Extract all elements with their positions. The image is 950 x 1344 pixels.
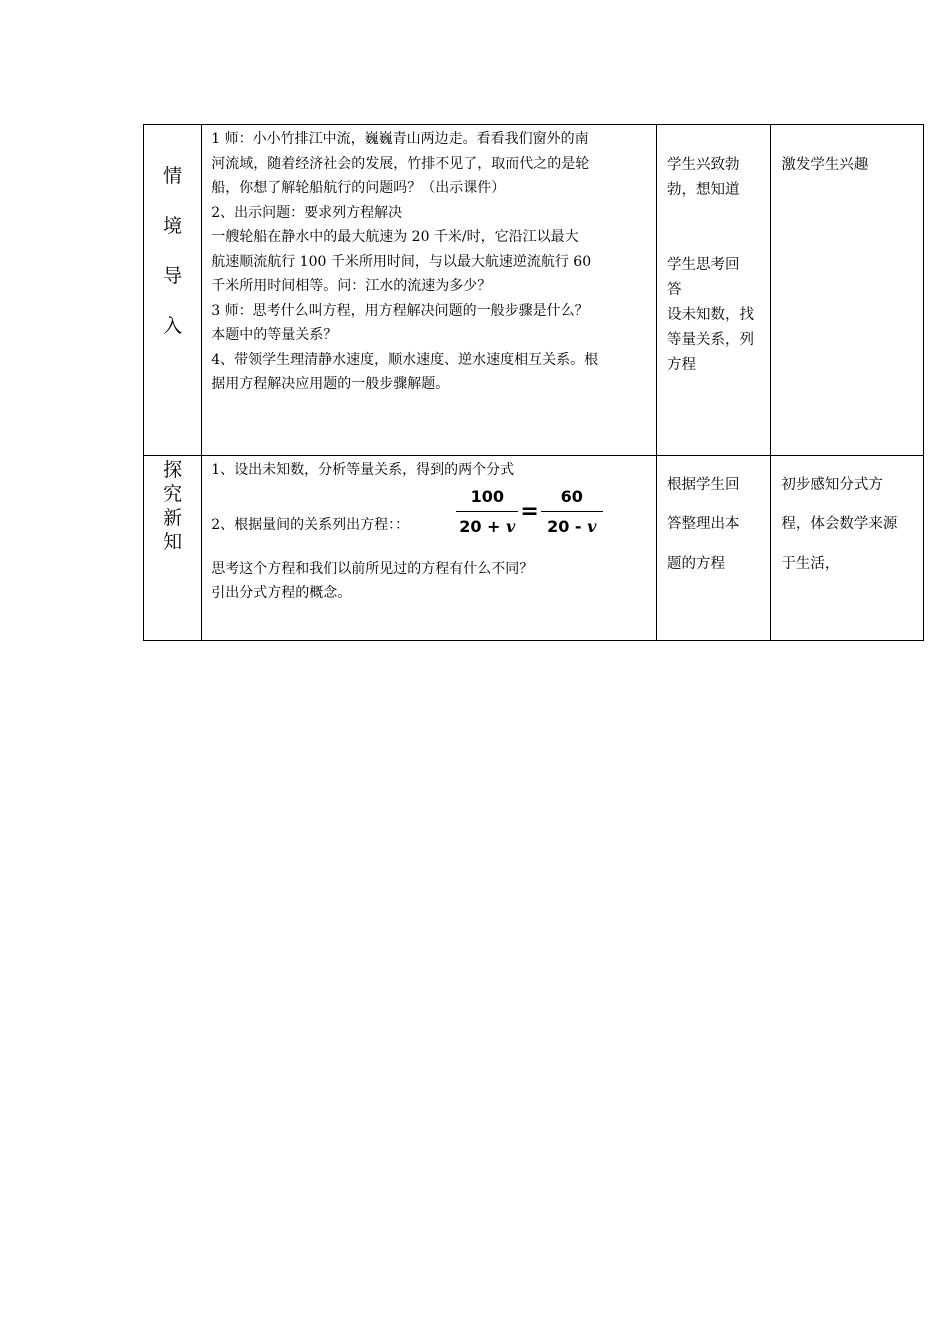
- design-intent-cell: [771, 125, 924, 456]
- stage-char: 情: [163, 165, 183, 187]
- intent-line: 激发学生兴趣: [781, 157, 869, 173]
- student-line: 答整理出本: [666, 516, 740, 532]
- content-line: 引出分式方程的概念。: [211, 585, 352, 601]
- content-line: 思考这个方程和我们以前所见过的方程有什么不同？: [211, 560, 534, 577]
- content-line: 1、设出未知数，分析等量关系，得到的两个分式: [211, 462, 515, 478]
- intent-line: 程，体会数学来源: [781, 516, 898, 532]
- content-line: 船，你想了解轮船航行的问题吗？（出示课件）: [211, 180, 506, 196]
- stage-char: 境: [163, 215, 183, 237]
- student-activity-cell: [656, 125, 770, 456]
- student-line: 等量关系，列: [666, 332, 754, 348]
- table-row: [144, 125, 924, 456]
- content-cell: [202, 125, 657, 456]
- student-line: 学生兴致勃: [666, 157, 740, 173]
- numerator: 100: [456, 485, 518, 513]
- student-line: 学生思考回: [666, 257, 740, 273]
- content-line: 4、带领学生理清静水速度，顺水速度、逆水速度相互关系。根: [211, 351, 599, 368]
- stage-char: 究: [163, 483, 183, 505]
- student-activity-cell: [656, 456, 770, 641]
- stage-cell: [144, 125, 202, 456]
- content-line: 千米所用时间相等。问：江水的流速为多少？: [211, 278, 492, 294]
- content-cell: [202, 456, 657, 641]
- table-row: [144, 456, 924, 641]
- content-line: 据用方程解决应用题的一般步骤解题。: [211, 376, 450, 392]
- stage-char: 入: [163, 315, 183, 337]
- intent-line: 初步感知分式方: [781, 476, 883, 493]
- lesson-plan-table: [143, 124, 924, 641]
- student-line: 题的方程: [666, 555, 725, 572]
- student-line: 根据学生回: [666, 476, 740, 493]
- student-line: 勃，想知道: [666, 182, 740, 198]
- stage-cell: [144, 456, 202, 641]
- content-line: 2、出示问题：要求列方程解决: [211, 204, 403, 221]
- design-intent-cell: [771, 456, 924, 641]
- right-fraction: [541, 485, 603, 540]
- stage-char: 导: [163, 265, 183, 287]
- denominator: 20 + v: [459, 517, 516, 536]
- content-line: 一艘轮船在静水中的最大航速为 20 千米/时，它沿江以最大: [211, 229, 579, 245]
- equation-line: [211, 483, 650, 545]
- student-line: 答: [666, 282, 682, 298]
- content-line: 1 师：小小竹排江中流，巍巍青山两边走。看看我们窗外的南: [211, 131, 589, 147]
- content-line: 河流域，随着经济社会的发展，竹排不见了，取而代之的是轮: [211, 155, 590, 172]
- content-line: 本题中的等量关系？: [211, 327, 338, 343]
- content-line: 3 师：思考什么叫方程，用方程解决问题的一般步骤是什么？: [211, 302, 589, 319]
- student-line: 设未知数，找: [666, 307, 754, 323]
- intent-line: 于生活，: [781, 555, 840, 572]
- fraction-equation: [456, 485, 603, 540]
- numerator: 60: [541, 485, 603, 513]
- content-line: 航速顺流航行 100 千米所用时间，与以最大航速逆流航行 60: [211, 253, 592, 270]
- equation-label: 2、根据量间的关系列出方程：：: [211, 516, 410, 533]
- stage-char: 知: [163, 531, 183, 553]
- stage-char: 新: [163, 507, 183, 529]
- left-fraction: [456, 485, 518, 540]
- stage-char: 探: [163, 459, 183, 481]
- student-line: 方程: [666, 357, 696, 373]
- denominator: 20 - v: [547, 517, 597, 536]
- equals-sign: =: [520, 498, 539, 524]
